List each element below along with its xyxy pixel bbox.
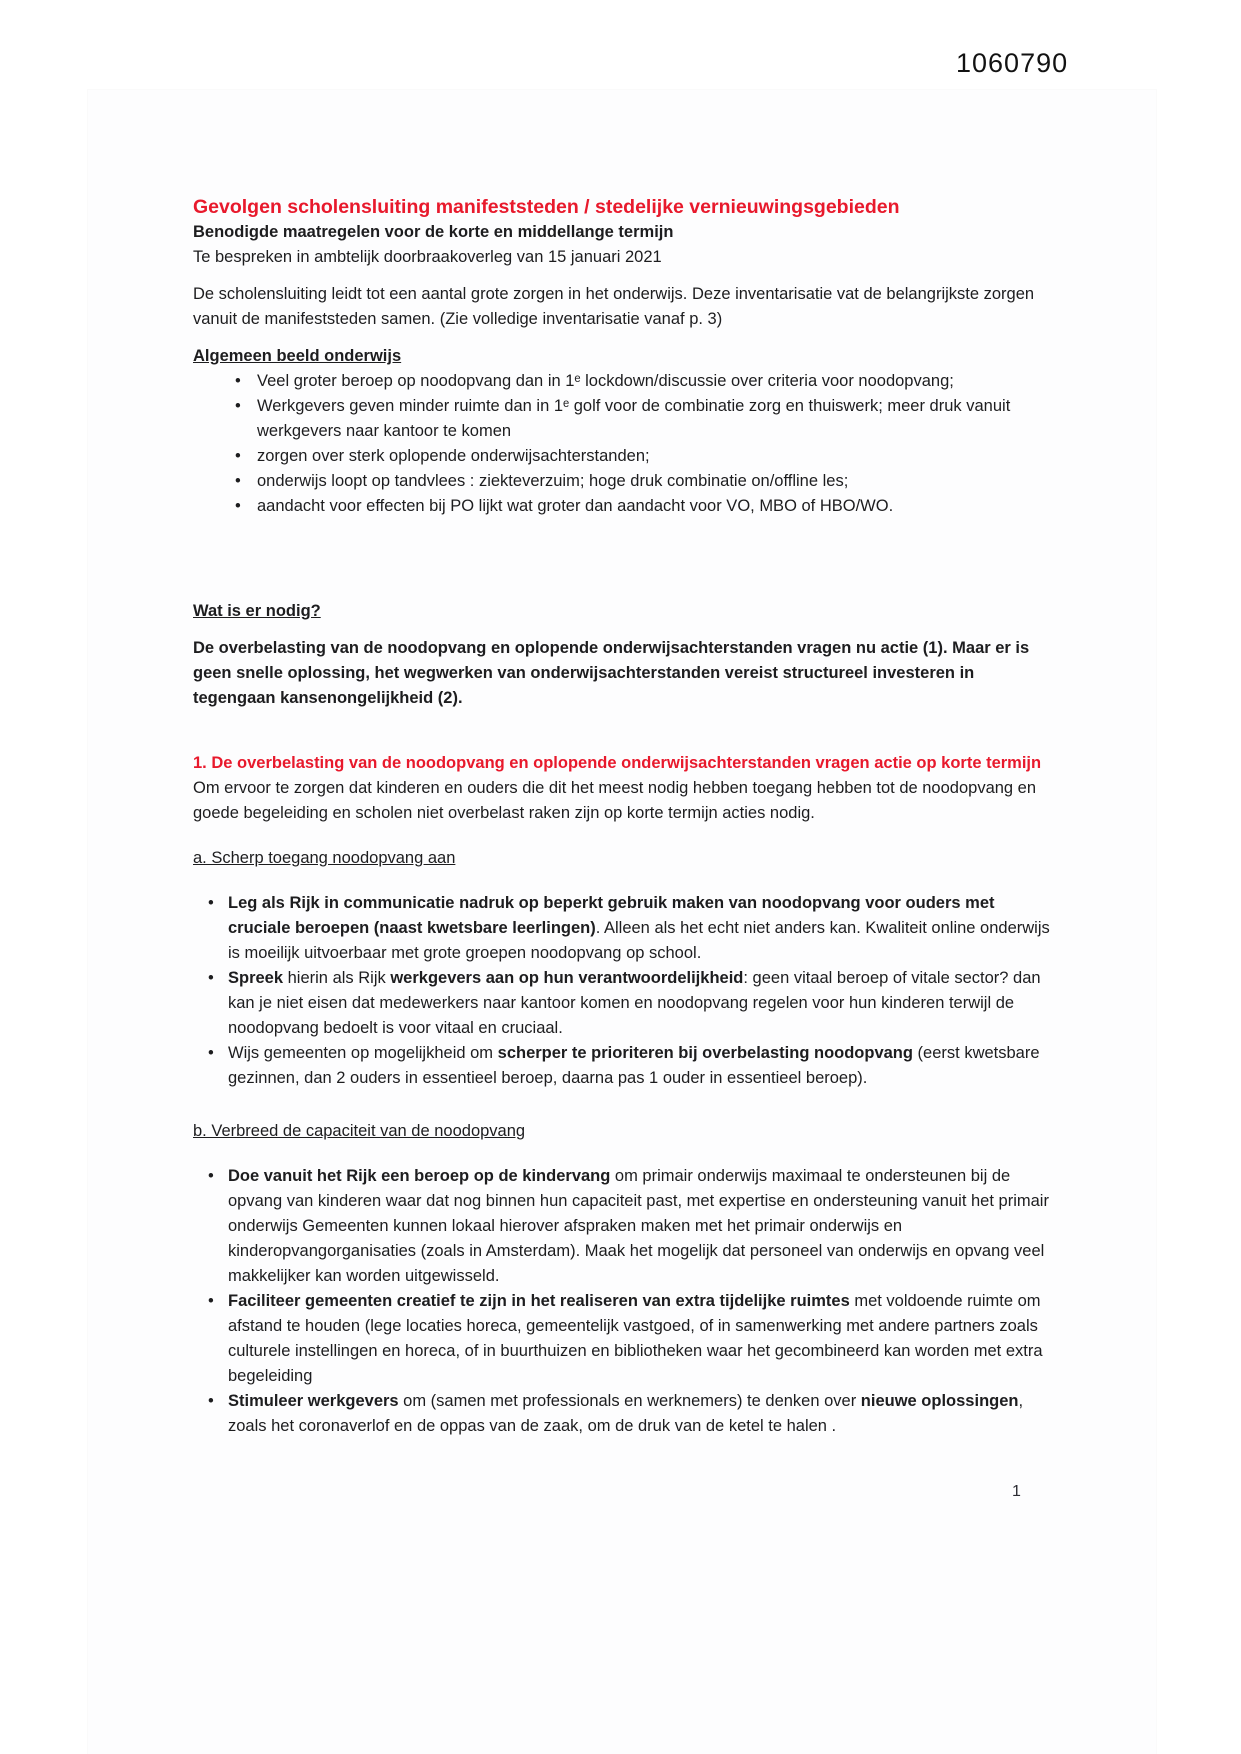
- bullet-text: [228, 966, 1053, 1041]
- paragraph: [193, 282, 1053, 332]
- bullet-item: [193, 369, 1053, 394]
- bullet-list: [193, 1164, 1053, 1439]
- bold-text-run: nieuwe oplossingen: [860, 1392, 1019, 1410]
- doc-number: 1060790: [956, 48, 1069, 78]
- bullet-dot: •: [235, 497, 241, 515]
- text-run: met voldoende ruimte om afstand te houden (lege locaties horeca, gemeentelijk vastgoed, of in samenwerking met andere partners zoals culturele instellingen en horeca, of in buurthuizen en bibliotheken waar het gecombineerd kan worden met extra begeleiding: [228, 1292, 1043, 1385]
- bullet-dot: •: [208, 1044, 214, 1062]
- document-title: Gevolgen scholensluiting manifeststeden / stedelijke vernieuwingsgebieden: [193, 196, 900, 218]
- bullet-text: [228, 1289, 1053, 1389]
- bold-text-run: Leg als Rijk in communicatie nadruk op beperkt gebruik maken van noodopvang voor ouders met cruciale beroepen (naast kwetsbare leerlingen): [228, 894, 995, 937]
- text-run: om (samen met professionals en werknemers) te denken over: [398, 1392, 861, 1410]
- text-run: zorgen over sterk oplopende onderwijsachterstanden;: [257, 447, 650, 465]
- bullet-dot: •: [208, 1392, 214, 1410]
- paragraph: [193, 776, 1053, 826]
- section-heading: Algemeen beeld onderwijs: [193, 347, 402, 365]
- text-run: Veel groter beroep op noodopvang dan in 1ᵉ lockdown/discussie over criteria voor noodopvang;: [257, 372, 954, 390]
- text-run: hierin als Rijk: [283, 969, 391, 987]
- bullet-text: [228, 1389, 1053, 1439]
- bullet-text: [257, 469, 1053, 494]
- text-run: Werkgevers geven minder ruimte dan in 1ᵉ golf voor de combinatie zorg en thuiswerk; meer druk vanuit werkgevers naar kantoor te komen: [257, 397, 1011, 440]
- paragraph: [193, 636, 1053, 711]
- bullet-item: [193, 469, 1053, 494]
- bullet-item: [193, 444, 1053, 469]
- document-meeting-line: Te bespreken in ambtelijk doorbraakoverleg van 15 januari 2021: [193, 248, 662, 266]
- text-run: om primair onderwijs maximaal te ondersteunen bij de opvang van kinderen waar dat nog binnen hun capaciteit past, met expertise en ondersteuning vanuit het primair onderwijs Gemeenten kunnen lokaal hierover afspraken maken met het primair onderwijs en kinderopvangorganisaties (zoals in Amsterdam). Maak het mogelijk dat personeel van onderwijs en opvang veel makkelijker kan worden uitgewisseld.: [228, 1167, 1049, 1285]
- bullet-text: [257, 444, 1053, 469]
- bullet-dot: •: [235, 472, 241, 490]
- bold-text-run: werkgevers aan op hun verantwoordelijkheid: [390, 969, 744, 987]
- text-run: : geen vitaal beroep of vitale sector? dan kan je niet eisen dat medewerkers naar kantoor komen en noodopvang regelen voor hun kinderen terwijl de noodopvang bedoelt is voor vitaal en cruciaal.: [228, 969, 1041, 1037]
- text-run: Wijs gemeenten op mogelijkheid om: [228, 1044, 498, 1062]
- text-run: aandacht voor effecten bij PO lijkt wat groter dan aandacht voor VO, MBO of HBO/WO.: [257, 497, 894, 515]
- sub-section-heading: b. Verbreed de capaciteit van de noodopvang: [193, 1122, 526, 1140]
- bullet-item: [193, 1164, 1053, 1289]
- spacer: [193, 1091, 1053, 1119]
- text-run: . Alleen als het echt niet anders kan. Kwaliteit online onderwijs is moeilijk uitvoerbaar met grote groepen noodopvang op school.: [228, 919, 1050, 962]
- text-run: onderwijs loopt op tandvlees : ziekteverzuim; hoge druk combinatie on/offline les;: [257, 472, 849, 490]
- spacer: [193, 624, 1053, 636]
- page-number: 1: [1012, 1483, 1021, 1500]
- spacer: [193, 711, 1053, 751]
- bullet-item: [193, 394, 1053, 444]
- spacer: [193, 519, 1053, 599]
- bold-text-run: De overbelasting van de noodopvang en oplopende onderwijsachterstanden vragen nu actie (1). Maar er is geen snelle oplossing, het wegwerken van onderwijsachterstanden vereist structureel investeren in tegengaan kansenongelijkheid (2).: [193, 639, 1030, 707]
- bullet-list: [193, 891, 1053, 1091]
- section-heading: Wat is er nodig?: [193, 602, 321, 620]
- text-run: , zoals het coronaverlof en de oppas van de zaak, om de druk van de ketel te halen .: [228, 1392, 1024, 1435]
- bold-text-run: Faciliteer gemeenten creatief te zijn in het realiseren van extra tijdelijke ruimtes: [228, 1292, 850, 1310]
- spacer: [193, 871, 1053, 891]
- spacer: [193, 826, 1053, 846]
- text-run: Om ervoor te zorgen dat kinderen en ouders die dit het meest nodig hebben toegang hebben tot de noodopvang en goede begeleiding en scholen niet overbelast raken zijn op korte termijn acties nodig.: [193, 779, 1037, 822]
- bullet-dot: •: [235, 447, 241, 465]
- bullet-dot: •: [235, 372, 241, 390]
- bullet-item: [193, 966, 1053, 1041]
- bullet-text: [228, 1041, 1053, 1091]
- bullet-dot: •: [208, 969, 214, 987]
- text-run: De scholensluiting leidt tot een aantal grote zorgen in het onderwijs. Deze inventarisatie vat de belangrijkste zorgen vanuit de manifeststeden samen. (Zie volledige inventarisatie vanaf p. 3): [193, 285, 1035, 328]
- bold-text-run: Spreek: [228, 969, 284, 987]
- bullet-dot: •: [208, 894, 214, 912]
- document-body: [193, 270, 1053, 1439]
- bullet-item: [193, 1041, 1053, 1091]
- text-run: (eerst kwetsbare gezinnen, dan 2 ouders in essentieel beroep, daarna pas 1 ouder in essentieel beroep).: [228, 1044, 1040, 1087]
- document-subtitle: Benodigde maatregelen voor de korte en middellange termijn: [193, 223, 674, 241]
- bullet-dot: •: [235, 397, 241, 415]
- bullet-dot: •: [208, 1292, 214, 1310]
- bold-text-run: scherper te prioriteren bij overbelasting noodopvang: [497, 1044, 913, 1062]
- bullet-list: [193, 369, 1053, 519]
- bullet-item: [193, 494, 1053, 519]
- document-content: [193, 194, 1053, 1439]
- bullet-text: [257, 494, 1053, 519]
- bullet-text: [257, 394, 1053, 444]
- bullet-text: [228, 1164, 1053, 1289]
- bullet-item: [193, 1289, 1053, 1389]
- sub-section-heading: a. Scherp toegang noodopvang aan: [193, 849, 456, 867]
- bullet-text: [257, 369, 1053, 394]
- bullet-item: [193, 1389, 1053, 1439]
- spacer: [193, 1144, 1053, 1164]
- bold-text-run: Stimuleer werkgevers: [228, 1392, 399, 1410]
- bullet-dot: •: [208, 1167, 214, 1185]
- red-heading: 1. De overbelasting van de noodopvang en oplopende onderwijsachterstanden vragen actie op korte termijn: [193, 754, 1042, 772]
- spacer: [193, 270, 1053, 282]
- bullet-text: [228, 891, 1053, 966]
- bullet-item: [193, 891, 1053, 966]
- spacer: [193, 332, 1053, 344]
- bold-text-run: Doe vanuit het Rijk een beroep op de kindervang: [228, 1167, 611, 1185]
